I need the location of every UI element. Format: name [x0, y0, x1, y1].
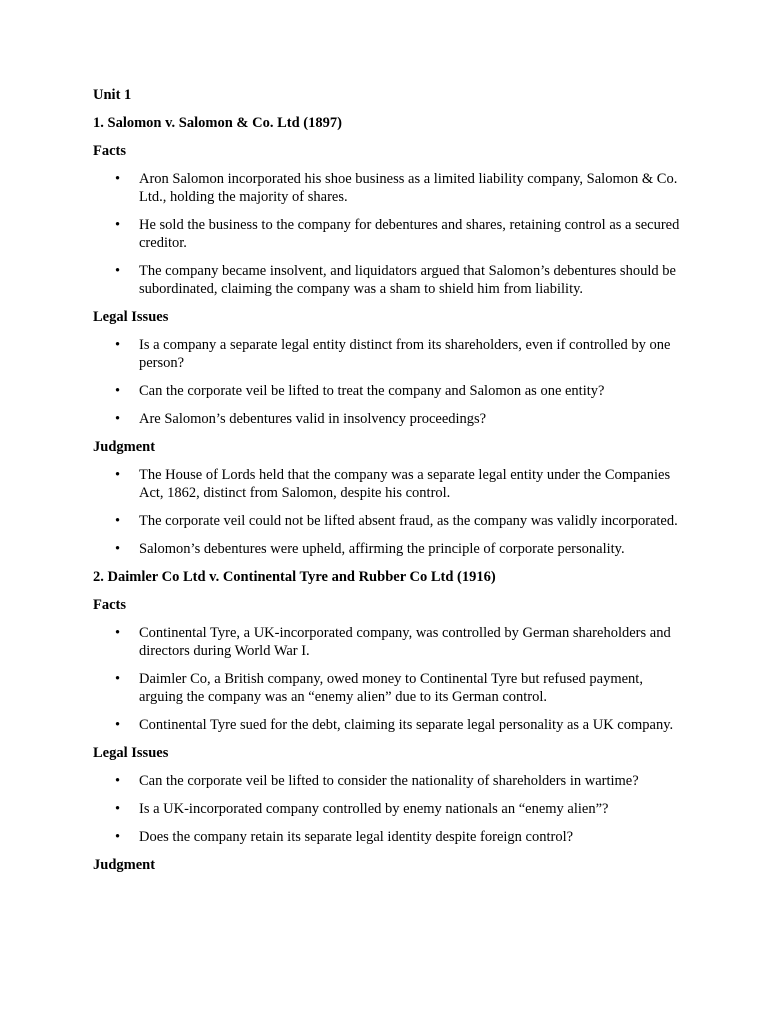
bullet-icon: •	[115, 171, 121, 187]
document-page	[93, 86, 683, 884]
facts-list	[93, 170, 683, 298]
list-item	[93, 262, 683, 298]
list-item-text: Can the corporate veil be lifted to treat the company and Salomon as one entity?	[139, 383, 605, 399]
list-item	[93, 512, 683, 530]
list-item	[93, 382, 683, 400]
list-item-text: Are Salomon’s debentures valid in insolvency proceedings?	[139, 411, 487, 427]
list-item	[93, 772, 683, 790]
bullet-icon: •	[115, 383, 121, 399]
list-item-text: Aron Salomon incorporated his shoe business as a limited liability company, Salomon & Co. Ltd., holding the majority of shares.	[139, 171, 678, 205]
bullet-icon: •	[115, 625, 121, 641]
list-item	[93, 670, 683, 706]
facts-heading: Facts	[93, 597, 127, 613]
list-item-text: Is a company a separate legal entity distinct from its shareholders, even if controlled by one person?	[139, 337, 671, 371]
bullet-icon: •	[115, 411, 121, 427]
bullet-icon: •	[115, 513, 121, 529]
judgment-heading: Judgment	[93, 857, 156, 873]
list-item-text: The corporate veil could not be lifted absent fraud, as the company was validly incorporated.	[139, 513, 678, 529]
list-item	[93, 466, 683, 502]
list-item-text: He sold the business to the company for debentures and shares, retaining control as a secured creditor.	[139, 217, 680, 251]
list-item	[93, 716, 683, 734]
list-item-text: The House of Lords held that the company was a separate legal entity under the Companies Act, 1862, distinct from Salomon, despite his control.	[139, 467, 671, 501]
list-item-text: Daimler Co, a British company, owed money to Continental Tyre but refused payment, arguing the company was an “enemy alien” due to its German control.	[139, 671, 643, 705]
list-item-text: Can the corporate veil be lifted to consider the nationality of shareholders in wartime?	[139, 773, 639, 789]
judgment-list	[93, 466, 683, 558]
list-item-text: Continental Tyre sued for the debt, claiming its separate legal personality as a UK company.	[139, 717, 674, 733]
list-item-text: Salomon’s debentures were upheld, affirming the principle of corporate personality.	[139, 541, 625, 557]
unit-title: Unit 1	[93, 87, 132, 103]
judgment-heading: Judgment	[93, 439, 156, 455]
list-item-text: Continental Tyre, a UK-incorporated company, was controlled by German shareholders and directors during World War I.	[139, 625, 671, 659]
case-title: 1. Salomon v. Salomon & Co. Ltd (1897)	[93, 115, 342, 131]
list-item-text: The company became insolvent, and liquidators argued that Salomon’s debentures should be subordinated, claiming the company was a sham to shield him from liability.	[139, 263, 676, 297]
legal-issues-list	[93, 336, 683, 428]
list-item	[93, 216, 683, 252]
list-item-text: Does the company retain its separate legal identity despite foreign control?	[139, 829, 574, 845]
bullet-icon: •	[115, 773, 121, 789]
bullet-icon: •	[115, 829, 121, 845]
legal-issues-heading: Legal Issues	[93, 745, 169, 761]
list-item	[93, 336, 683, 372]
bullet-icon: •	[115, 671, 121, 687]
legal-issues-list	[93, 772, 683, 846]
list-item	[93, 624, 683, 660]
bullet-icon: •	[115, 541, 121, 557]
bullet-icon: •	[115, 467, 121, 483]
list-item	[93, 170, 683, 206]
list-item	[93, 410, 683, 428]
list-item	[93, 800, 683, 818]
bullet-icon: •	[115, 263, 121, 279]
facts-heading: Facts	[93, 143, 127, 159]
bullet-icon: •	[115, 337, 121, 353]
list-item	[93, 540, 683, 558]
list-item-text: Is a UK-incorporated company controlled by enemy nationals an “enemy alien”?	[139, 801, 609, 817]
case-title: 2. Daimler Co Ltd v. Continental Tyre and Rubber Co Ltd (1916)	[93, 569, 496, 585]
legal-issues-heading: Legal Issues	[93, 309, 169, 325]
bullet-icon: •	[115, 717, 121, 733]
bullet-icon: •	[115, 217, 121, 233]
list-item	[93, 828, 683, 846]
facts-list	[93, 624, 683, 734]
bullet-icon: •	[115, 801, 121, 817]
